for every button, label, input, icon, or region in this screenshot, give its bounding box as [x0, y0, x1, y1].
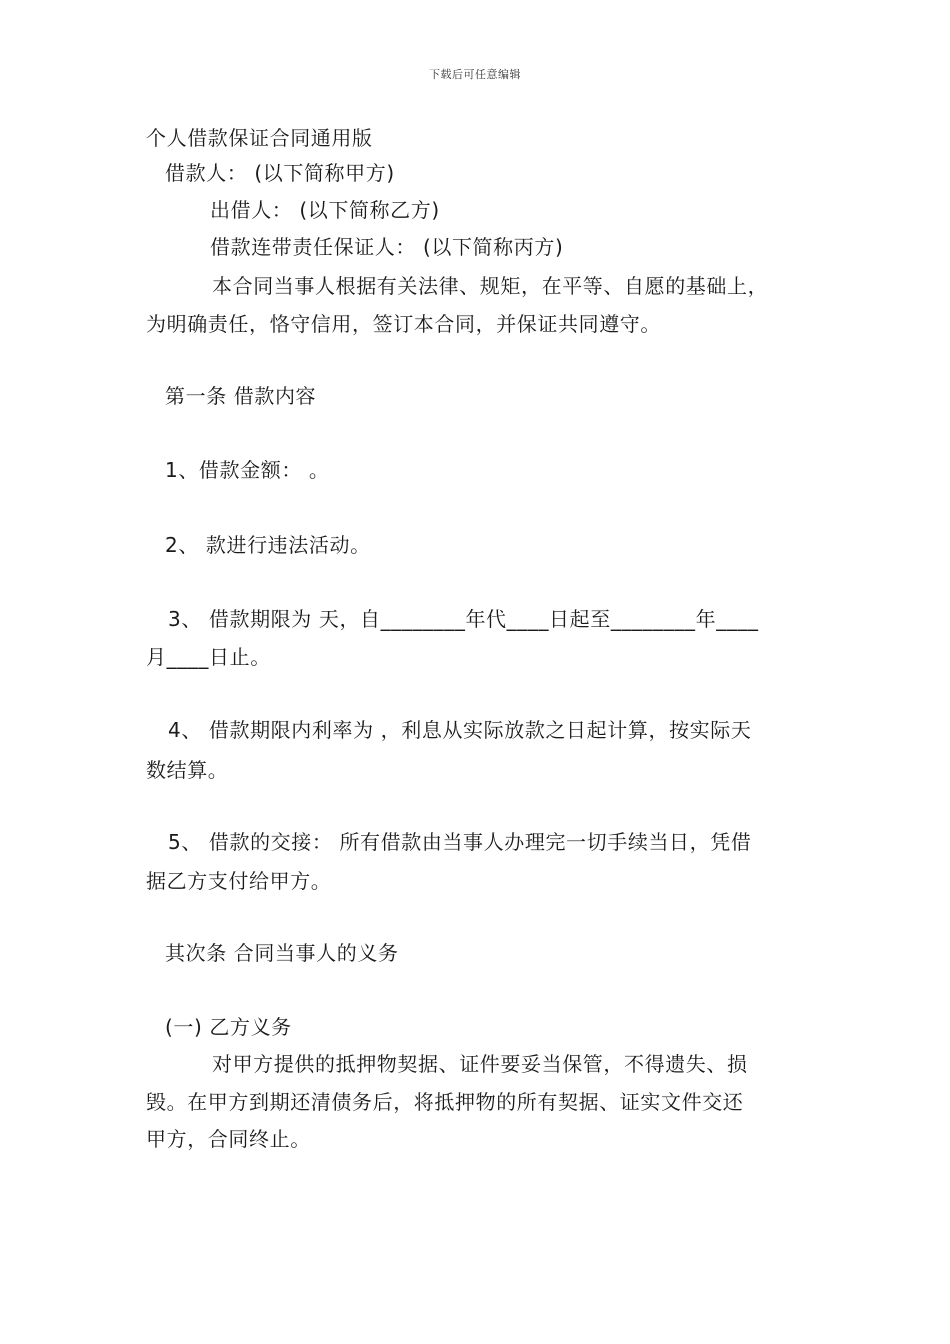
item-2-line: 2、 款进行违法活动。	[165, 533, 371, 557]
party-c-line: 借款连带责任保证人： (以下简称丙方)	[210, 235, 564, 259]
duty-paragraph-line-1: 对甲方提供的抵押物契据、证件要妥当保管，不得遗失、损	[212, 1052, 748, 1076]
item-3-line-2: 月____日止。	[146, 645, 271, 669]
party-b-line: 出借人： (以下简称乙方)	[210, 198, 440, 222]
item-5-line-1: 5、 借款的交接： 所有借款由当事人办理完一切手续当日，凭借	[168, 830, 752, 854]
item-1-line: 1、借款金额： 。	[165, 458, 330, 482]
item-3-line-1: 3、 借款期限为 天，自________年代____日起至________年____	[168, 607, 759, 631]
intro-paragraph-line-1: 本合同当事人根据有关法律、规矩，在平等、自愿的基础上，	[212, 274, 769, 298]
section-1-heading: (一) 乙方义务	[165, 1015, 292, 1039]
page-header-note: 下载后可任意编辑	[429, 68, 521, 81]
intro-paragraph-line-2: 为明确责任，恪守信用，签订本合同，并保证共同遵守。	[146, 312, 661, 336]
duty-paragraph-line-3: 甲方，合同终止。	[146, 1127, 311, 1151]
article-1-heading: 第一条 借款内容	[165, 384, 317, 408]
item-5-line-2: 据乙方支付给甲方。	[146, 869, 332, 893]
article-2-heading: 其次条 合同当事人的义务	[165, 941, 399, 965]
item-4-line-2: 数结算。	[146, 758, 229, 782]
party-a-line: 借款人： (以下简称甲方)	[165, 161, 395, 185]
document-title: 个人借款保证合同通用版	[146, 126, 373, 150]
item-4-line-1: 4、 借款期限内利率为 ，利息从实际放款之日起计算，按实际天	[168, 718, 752, 742]
duty-paragraph-line-2: 毁。在甲方到期还清债务后，将抵押物的所有契据、证实文件交还	[146, 1090, 744, 1114]
